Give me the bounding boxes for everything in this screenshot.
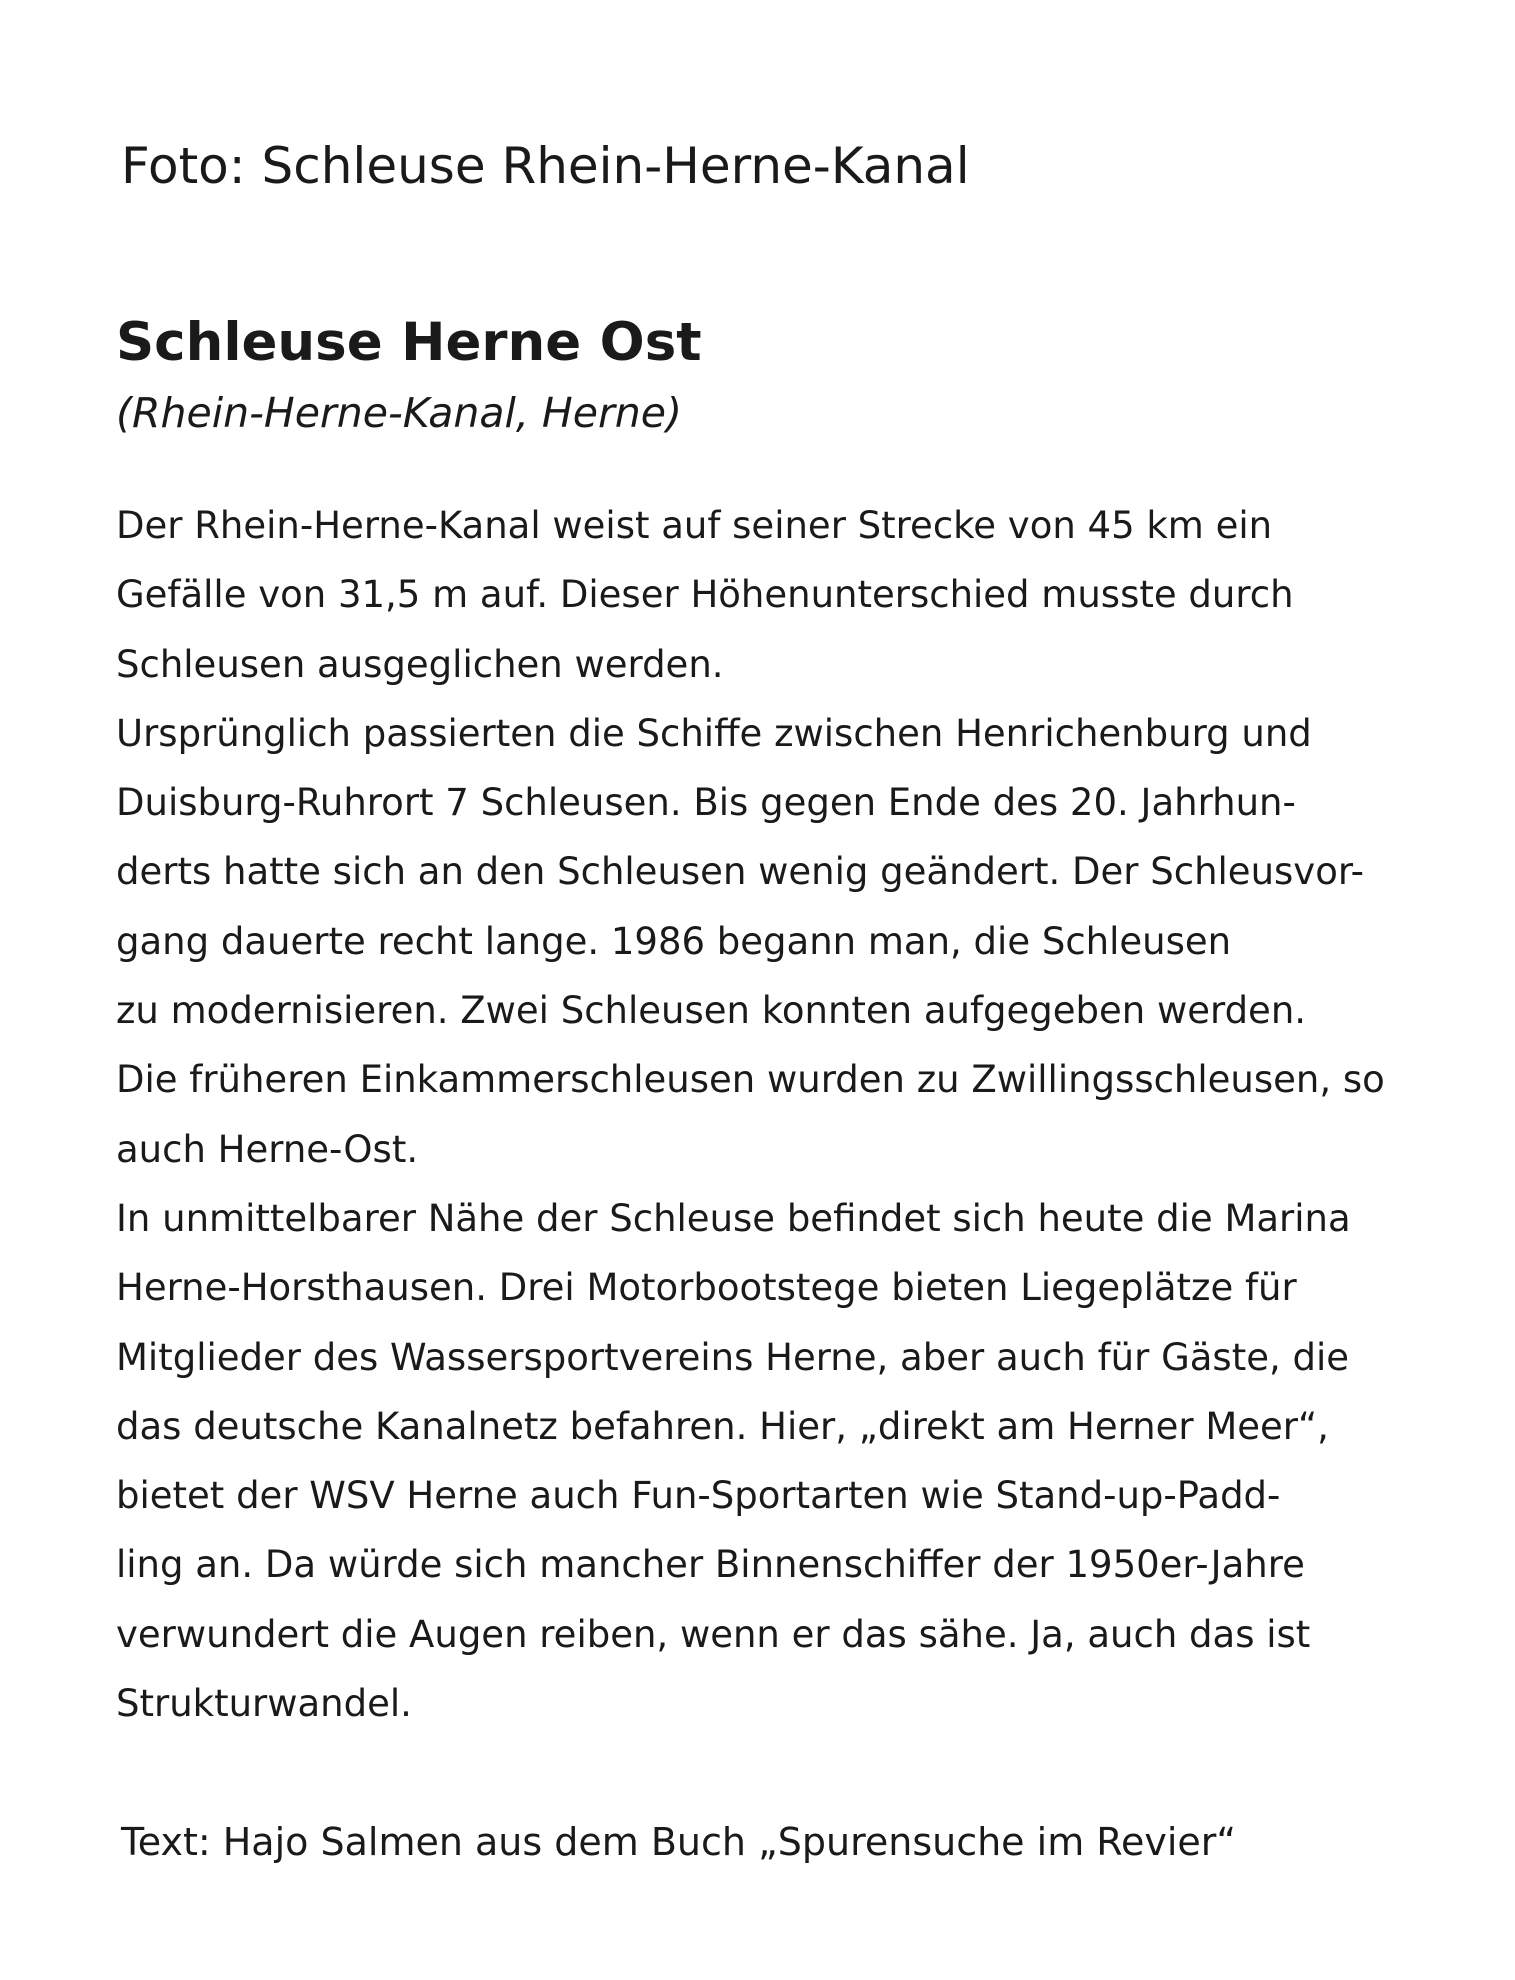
body-line: Mitglieder des Wassersportvereins Herne, aber auch für Gäste, die [116,1335,1350,1379]
body-line: ling an. Da würde sich mancher Binnenschiffer der 1950er-Jahre [116,1543,1305,1587]
body-line: gang dauerte recht lange. 1986 begann man, die Schleusen [116,919,1232,963]
body-line: Schleusen ausgeglichen werden. [116,642,724,686]
body-line: In unmittelbarer Nähe der Schleuse befindet sich heute die Marina [116,1196,1351,1240]
photo-caption: Foto: Schleuse Rhein-Herne-Kanal [121,137,970,195]
article-body [116,491,1496,1738]
body-line: Der Rhein-Herne-Kanal weist auf seiner Strecke von 45 km ein [116,504,1273,547]
article-subtitle: (Rhein-Herne-Kanal, Herne) [116,389,683,437]
body-line: verwundert die Augen reiben, wenn er das sähe. Ja, auch das ist [116,1612,1311,1656]
body-line: Duisburg-Ruhrort 7 Schleusen. Bis gegen Ende des 20. Jahrhun- [116,781,1296,825]
body-line: das deutsche Kanalnetz befahren. Hier, „direkt am Herner Meer“, [116,1404,1329,1448]
body-line: Strukturwandel. [116,1682,412,1726]
text-credit: Text: Hajo Salmen aus dem Buch „Spurensuche im Revier“ [121,1820,1237,1864]
body-line: Die früheren Einkammerschleusen wurden zu Zwillingsschleusen, so [116,1058,1385,1102]
article-title: Schleuse Herne Ost [116,312,702,373]
body-line: bietet der WSV Herne auch Fun-Sportarten wie Stand-up-Padd- [116,1474,1281,1518]
body-line: auch Herne-Ost. [116,1127,419,1171]
body-line: zu modernisieren. Zwei Schleusen konnten aufgegeben werden. [116,989,1307,1033]
body-line: Ursprünglich passierten die Schiffe zwischen Henrichenburg und [116,711,1312,755]
body-line: Gefälle von 31,5 m auf. Dieser Höhenunterschied musste durch [116,573,1294,617]
body-line: derts hatte sich an den Schleusen wenig geändert. Der Schleusvor- [116,850,1365,894]
body-line: Herne-Horsthausen. Drei Motorbootstege bieten Liegeplätze für [116,1266,1297,1310]
